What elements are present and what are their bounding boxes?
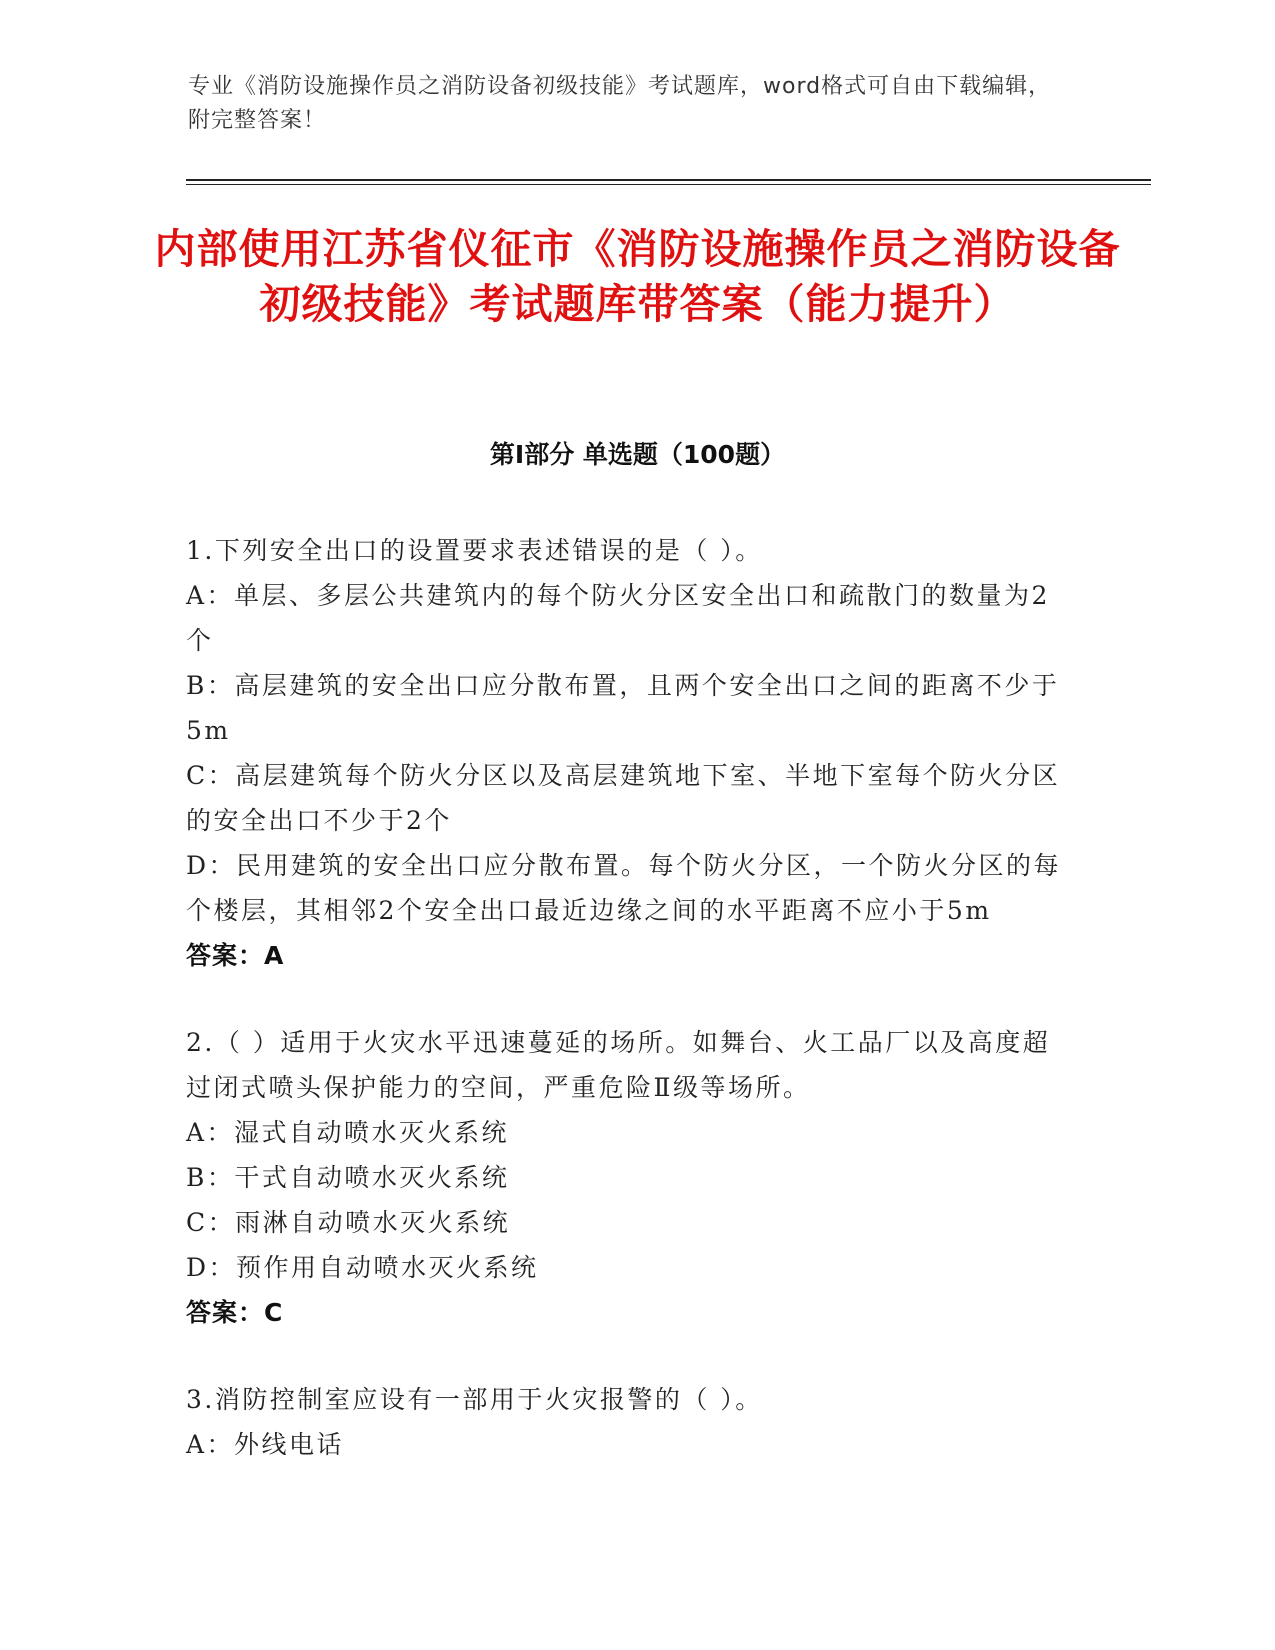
option-a: A：单层、多层公共建筑内的每个防火分区安全出口和疏散门的数量为2个 — [186, 581, 1050, 655]
header-divider-thick — [186, 179, 1151, 181]
option-c: C：雨淋自动喷水灭火系统 — [186, 1208, 511, 1237]
question-2 — [186, 1020, 1071, 1335]
option-c: C：高层建筑每个防火分区以及高层建筑地下室、半地下室每个防火分区的安全出口不少于2个 — [186, 761, 1061, 835]
option-a: A：湿式自动喷水灭火系统 — [186, 1118, 510, 1147]
question-1 — [186, 528, 1071, 978]
option-a: A：外线电话 — [186, 1430, 345, 1459]
question-list — [186, 528, 1071, 1509]
answer-label: 答案：C — [186, 1298, 284, 1327]
question-3 — [186, 1377, 1071, 1467]
answer-label: 答案：A — [186, 941, 285, 970]
option-d: D：民用建筑的安全出口应分散布置。每个防火分区，一个防火分区的每个楼层，其相邻2个安全出口最近边缘之间的水平距离不应小于5m — [186, 851, 1062, 925]
section-title: 第Ⅰ部分 单选题（100题） — [489, 440, 786, 469]
document-title: 内部使用江苏省仪征市《消防设施操作员之消防设备初级技能》考试题库带答案（能力提升） — [154, 225, 1121, 328]
option-d: D：预作用自动喷水灭火系统 — [186, 1253, 539, 1282]
option-b: B：高层建筑的安全出口应分散布置，且两个安全出口之间的距离不少于5m — [186, 671, 1060, 745]
option-b: B：干式自动喷水灭火系统 — [186, 1163, 510, 1192]
header-note: 专业《消防设施操作员之消防设备初级技能》考试题库，word格式可自由下载编辑，附完整答案！ — [188, 74, 1052, 133]
question-stem: 2.（ ）适用于火灾水平迅速蔓延的场所。如舞台、火工品厂以及高度超过闭式喷头保护能力的空间，严重危险Ⅱ级等场所。 — [186, 1028, 1051, 1102]
header-divider-thin — [186, 184, 1151, 185]
question-stem: 3.消防控制室应设有一部用于火灾报警的（ ）。 — [186, 1385, 763, 1414]
question-stem: 1.下列安全出口的设置要求表述错误的是（ ）。 — [186, 536, 763, 565]
